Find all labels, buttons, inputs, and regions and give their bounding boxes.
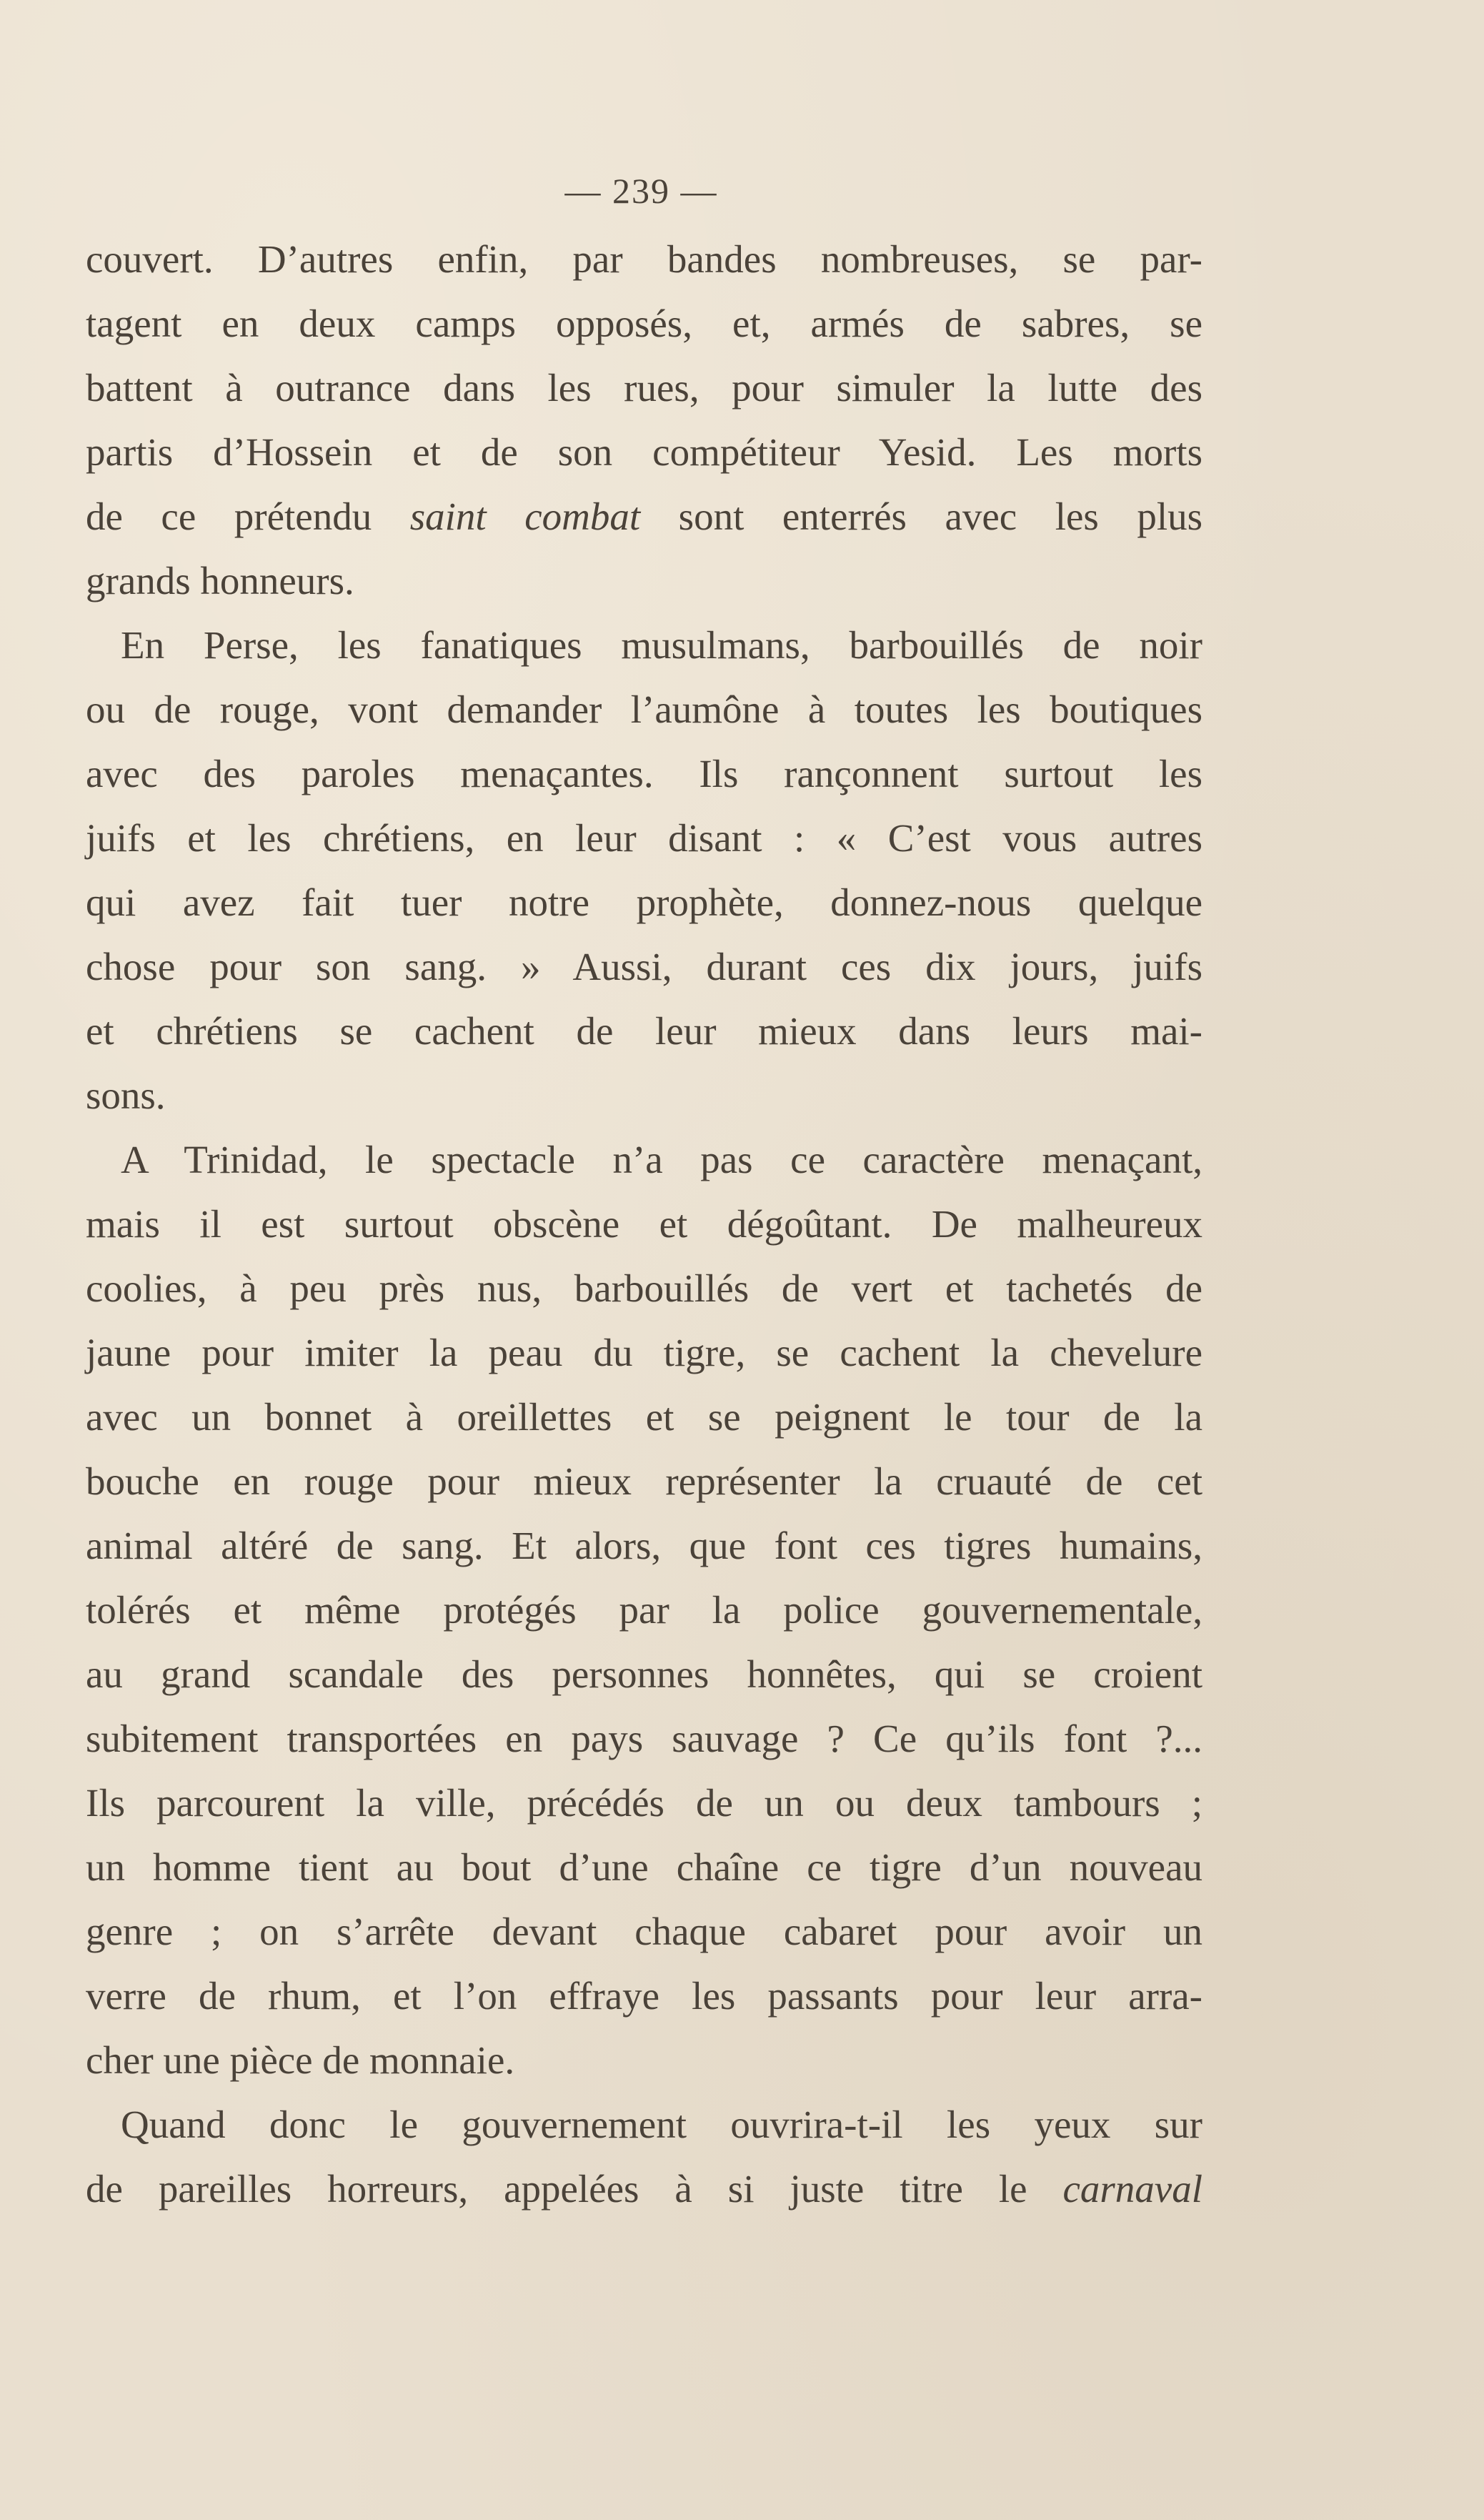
- paragraph-trinidad: [86, 1128, 1202, 2093]
- italic-word: carnaval: [1062, 2167, 1202, 2211]
- text-line: coolies, à peu près nus, barbouillés de vert et tachetés de: [86, 1266, 1202, 1310]
- text-line: animal altéré de sang. Et alors, que font ces tigres humains,: [86, 1524, 1202, 1567]
- text-fragment: de ce prétendu: [86, 495, 372, 538]
- text-line: mais il est surtout obscène et dégoûtant. De malheureux: [86, 1202, 1202, 1246]
- text-line: tagent en deux camps opposés, et, armés de sabres, se: [86, 302, 1202, 345]
- text-line: partis d’Hossein et de son compétiteur Yesid. Les morts: [86, 430, 1202, 474]
- text-line: avec des paroles menaçantes. Ils rançonnent surtout les: [86, 752, 1202, 795]
- text-line: genre ; on s’arrête devant chaque cabaret pour avoir un: [86, 1910, 1202, 1953]
- body-text: [86, 227, 1202, 2221]
- text-line: sons.: [86, 1073, 166, 1117]
- text-line: Ils parcourent la ville, précédés de un ou deux tambours ;: [86, 1781, 1202, 1825]
- text-line: jaune pour imiter la peau du tigre, se cachent la chevelure: [86, 1331, 1202, 1374]
- text-line: [86, 485, 1202, 549]
- text-line: couvert. D’autres enfin, par bandes nombreuses, se par-: [86, 237, 1202, 281]
- text-line: ou de rouge, vont demander l’aumône à toutes les boutiques: [86, 688, 1202, 731]
- page-number: — 239 —: [564, 171, 718, 211]
- text-line: au grand scandale des personnes honnêtes, qui se croient: [86, 1652, 1202, 1696]
- text-line: subitement transportées en pays sauvage ? Ce qu’ils font ?...: [86, 1717, 1202, 1760]
- text-line: battent à outrance dans les rues, pour simuler la lutte des: [86, 366, 1202, 410]
- text-line: Quand donc le gouvernement ouvrira-t-il les yeux sur: [121, 2103, 1202, 2146]
- text-line: un homme tient au bout d’une chaîne ce tigre d’un nouveau: [86, 1845, 1202, 1889]
- text-fragment: de pareilles horreurs, appelées à si juste titre le: [86, 2167, 1027, 2211]
- text-line: qui avez fait tuer notre prophète, donnez-nous quelque: [86, 880, 1202, 924]
- italic-phrase: saint combat: [409, 495, 641, 538]
- text-line: verre de rhum, et l’on effraye les passants pour leur arra-: [86, 1974, 1202, 2018]
- text-line: [86, 2157, 1202, 2221]
- text-line: En Perse, les fanatiques musulmans, barbouillés de noir: [121, 623, 1202, 667]
- text-line: cher une pièce de monnaie.: [86, 2038, 515, 2082]
- paragraph-question: [86, 2093, 1202, 2221]
- text-line: A Trinidad, le spectacle n’a pas ce caractère menaçant,: [121, 1138, 1202, 1181]
- text-line: grands honneurs.: [86, 559, 354, 602]
- paragraph-perse: [86, 613, 1202, 1128]
- text-fragment: sont enterrés avec les plus: [678, 495, 1203, 538]
- text-line: et chrétiens se cachent de leur mieux dans leurs mai-: [86, 1009, 1202, 1053]
- text-line: juifs et les chrétiens, en leur disant : « C’est vous autres: [86, 816, 1202, 860]
- text-line: chose pour son sang. » Aussi, durant ces dix jours, juifs: [86, 945, 1202, 988]
- paragraph-continuation: [86, 227, 1202, 613]
- text-line: tolérés et même protégés par la police gouvernementale,: [86, 1588, 1202, 1632]
- text-line: avec un bonnet à oreillettes et se peignent le tour de la: [86, 1395, 1202, 1439]
- text-line: bouche en rouge pour mieux représenter la cruauté de cet: [86, 1459, 1202, 1503]
